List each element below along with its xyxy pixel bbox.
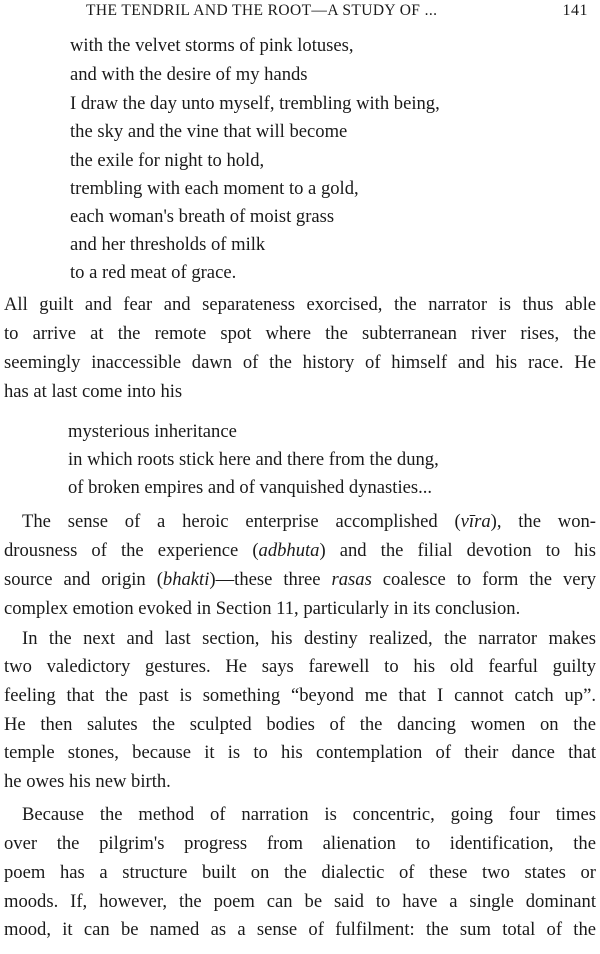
paragraph-line	[4, 571, 596, 590]
paragraph-line: feeling that the past is something “beyond me that I cannot catch up”.	[4, 685, 596, 706]
paragraph-line: poem has a structure built on the dialectic of these two states or	[4, 862, 596, 883]
paragraph-line: temple stones, because it is to his contemplation of their dance that	[4, 742, 596, 763]
verse-line: I draw the day unto myself, trembling with being,	[70, 93, 440, 114]
paragraph-line: He then salutes the sculpted bodies of the dancing women on the	[4, 714, 596, 735]
verse-line: the exile for night to hold,	[70, 150, 265, 171]
term-adbhuta: adbhuta	[258, 540, 320, 561]
paragraph-line: In the next and last section, his destiny realized, the narrator makes	[22, 628, 596, 649]
term-vira: vīra	[460, 511, 491, 532]
paragraph-line: two valedictory gestures. He says farewell to his old fearful guilty	[4, 656, 596, 677]
verse-line: mysterious inheritance	[68, 421, 237, 442]
paragraph-line: he owes his new birth.	[4, 771, 171, 792]
paragraph-line: complex emotion evoked in Section 11, particularly in its conclusion.	[4, 598, 521, 619]
text-run: ), the won-	[490, 511, 596, 532]
text-run: )—these three	[209, 569, 332, 590]
verse-line: of broken empires and of vanquished dynasties...	[68, 477, 433, 498]
text-run: drousness of the experience (	[4, 540, 259, 561]
paragraph-line: over the pilgrim's progress from alienation to identification, the	[4, 833, 596, 854]
verse-line: and her thresholds of milk	[70, 234, 266, 255]
paragraph-line: seemingly inaccessible dawn of the history of himself and his race. He	[4, 352, 596, 373]
term-rasas: rasas	[331, 569, 372, 590]
verse-line: to a red meat of grace.	[70, 262, 237, 283]
page-number: 141	[562, 2, 588, 19]
text-run: coalesce to form the very	[371, 569, 596, 590]
paragraph-line	[4, 542, 596, 561]
paragraph-line: mood, it can be named as a sense of fulfilment: the sum total of the	[4, 919, 596, 940]
paragraph-line	[22, 513, 596, 532]
paragraph-line: moods. If, however, the poem can be said to have a single dominant	[4, 891, 596, 912]
paragraph-line: has at last come into his	[4, 381, 183, 402]
term-bhakti: bhakti	[162, 569, 210, 590]
verse-line: in which roots stick here and there from the dung,	[68, 449, 439, 470]
running-title: THE TENDRIL AND THE ROOT—A STUDY OF ...	[86, 2, 438, 19]
text-run: The sense of a heroic enterprise accomplished (	[22, 511, 461, 532]
page-header	[86, 2, 588, 20]
verse-line: trembling with each moment to a gold,	[70, 178, 359, 199]
text-run: ) and the filial devotion to his	[319, 540, 596, 561]
verse-line: the sky and the vine that will become	[70, 121, 348, 142]
verse-line: each woman's breath of moist grass	[70, 206, 335, 227]
paragraph-line: to arrive at the remote spot where the subterranean river rises, the	[4, 323, 596, 344]
text-run: source and origin (	[4, 569, 163, 590]
verse-line: and with the desire of my hands	[70, 64, 308, 85]
paragraph-line: All guilt and fear and separateness exorcised, the narrator is thus able	[4, 294, 596, 315]
verse-line: with the velvet storms of pink lotuses,	[70, 35, 354, 56]
paragraph-line: Because the method of narration is concentric, going four times	[22, 804, 596, 825]
